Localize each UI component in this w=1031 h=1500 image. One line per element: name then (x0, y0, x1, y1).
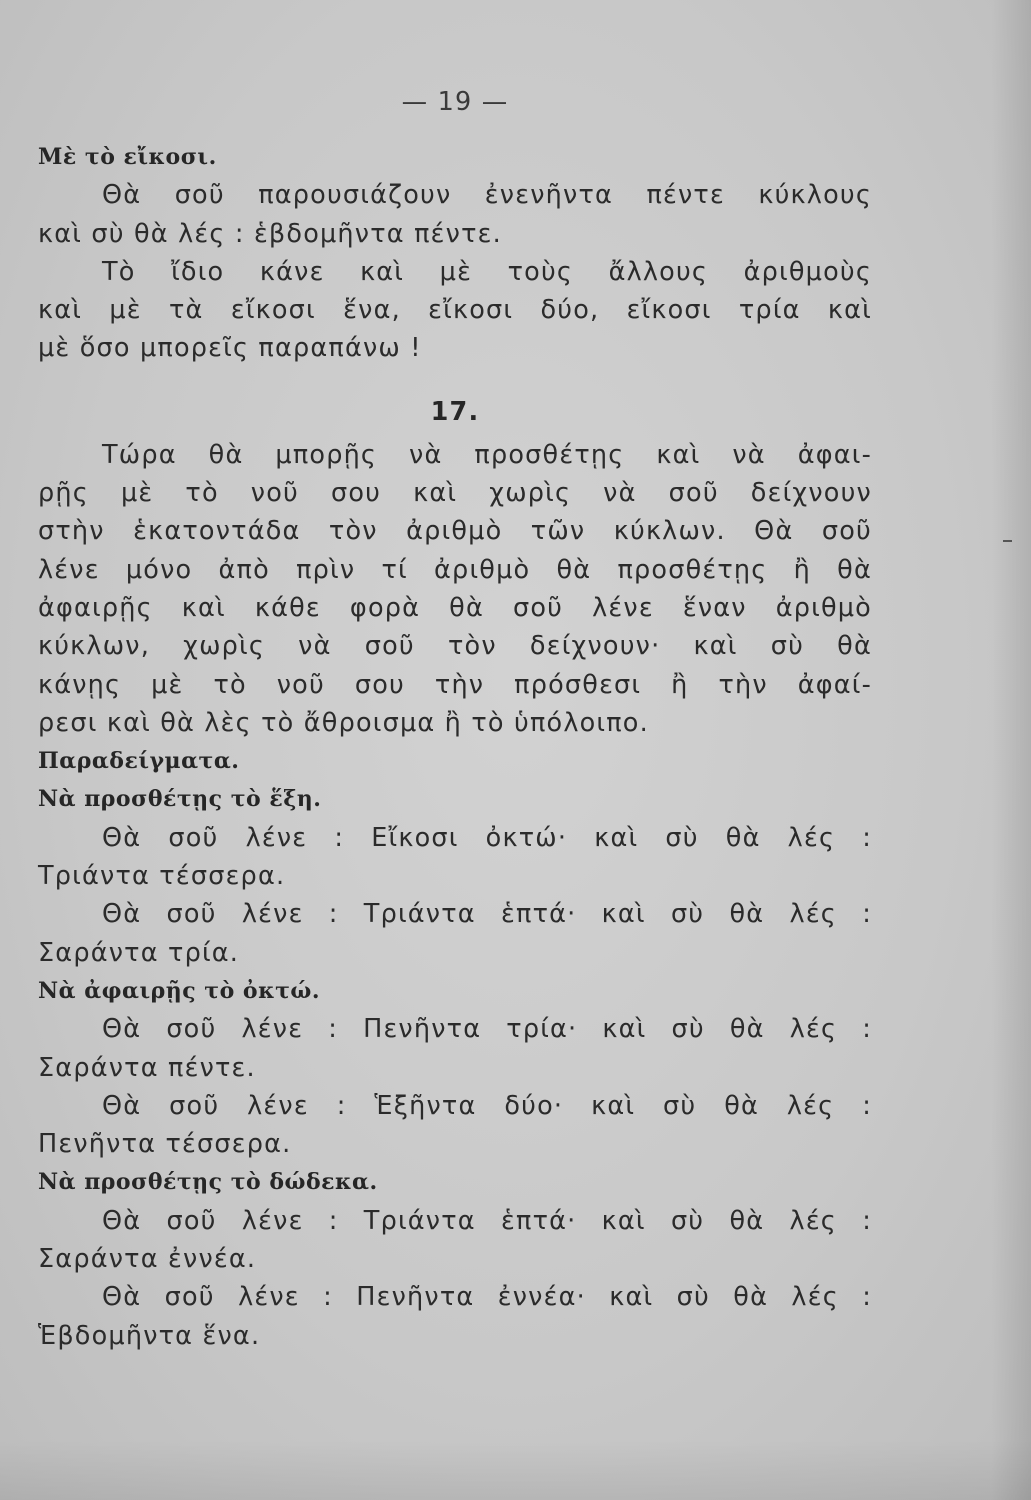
section-number: 17. (430, 396, 480, 427)
margin-mark (1003, 540, 1012, 542)
page-text (38, 80, 872, 1355)
example-answer: Πενῆντα τέσσερα. (38, 1129, 292, 1160)
paragraph-line: Τὸ ἴδιο κάνε καὶ μὲ τοὺς ἄλλους ἀριθμοὺς (102, 256, 872, 287)
paragraph-line: Θὰ σοῦ παρουσιάζουν ἐνενῆντα πέντε κύκλους (102, 180, 872, 211)
page-edge-shadow (991, 0, 1031, 1500)
example-answer: Ἑβδομῆντα ἕνα. (38, 1320, 261, 1351)
example-answer: Τριάντα τέσσερα. (38, 861, 286, 892)
example-question: Θὰ σοῦ λένε : Εἴκοσι ὀκτώ· καὶ σὺ θὰ λές : (102, 822, 872, 853)
paragraph-line: Τώρα θὰ μπορῇς νὰ προσθέτῃς καὶ νὰ ἀφαι- (102, 439, 872, 470)
examples-heading: Παραδείγματα. (38, 748, 240, 775)
example-question: Θὰ σοῦ λένε : Ἑξῆντα δύο· καὶ σὺ θὰ λές : (102, 1090, 872, 1121)
section-heading-twenty: Μὲ τὸ εἴκοσι. (38, 144, 217, 170)
paragraph-line: μὲ ὅσο μπορεῖς παραπάνω ! (38, 333, 422, 364)
subsection-heading-add-six: Νὰ προσθέτῃς τὸ ἕξη. (38, 786, 322, 813)
page-number: — 19 — (401, 87, 509, 117)
example-question: Θὰ σοῦ λένε : Τριάντα ἑπτά· καὶ σὺ θὰ λές : (102, 899, 872, 930)
page-bottom-shadow (0, 1440, 1031, 1500)
paragraph-line: στὴν ἑκατοντάδα τὸν ἀριθμὸ τῶν κύκλων. Θὰ σοῦ (38, 516, 872, 547)
example-question: Θὰ σοῦ λένε : Πενῆντα ἐννέα· καὶ σὺ θὰ λές : (102, 1282, 872, 1313)
example-question: Θὰ σοῦ λένε : Πενῆντα τρία· καὶ σὺ θὰ λές : (102, 1014, 872, 1045)
paragraph-line: ρῇς μὲ τὸ νοῦ σου καὶ χωρὶς νὰ σοῦ δείχνουν (38, 478, 872, 509)
paragraph-line: κύκλων, χωρὶς νὰ σοῦ τὸν δείχνουν· καὶ σὺ θὰ (38, 631, 872, 662)
paragraph-line: κάνῃς μὲ τὸ νοῦ σου τὴν πρόσθεσι ἢ τὴν ἀφαί- (38, 669, 872, 700)
example-answer: Σαράντα πέντε. (38, 1052, 256, 1083)
paragraph-line: ρεσι καὶ θὰ λὲς τὸ ἄθροισμα ἢ τὸ ὑπόλοιπο. (38, 707, 649, 738)
paragraph-line: ἀφαιρῇς καὶ κάθε φορὰ θὰ σοῦ λένε ἕναν ἀριθμὸ (38, 592, 872, 623)
example-answer: Σαράντα ἐννέα. (38, 1244, 257, 1275)
subsection-heading-add-twelve: Νὰ προσθέτῃς τὸ δώδεκα. (38, 1169, 378, 1196)
example-answer: Σαράντα τρία. (38, 937, 240, 968)
paragraph-line: καὶ μὲ τὰ εἴκοσι ἕνα, εἴκοσι δύο, εἴκοσι τρία καὶ (38, 295, 872, 326)
paragraph-line: λένε μόνο ἀπὸ πρὶν τί ἀριθμὸ θὰ προσθέτῃς ἢ θὰ (38, 554, 872, 585)
subsection-heading-subtract-eight: Νὰ ἀφαιρῇς τὸ ὀκτώ. (38, 977, 320, 1004)
example-question: Θὰ σοῦ λένε : Τριάντα ἑπτά· καὶ σὺ θὰ λές : (102, 1205, 872, 1236)
paragraph-line: καὶ σὺ θὰ λές : ἑβδομῆντα πέντε. (38, 218, 502, 249)
